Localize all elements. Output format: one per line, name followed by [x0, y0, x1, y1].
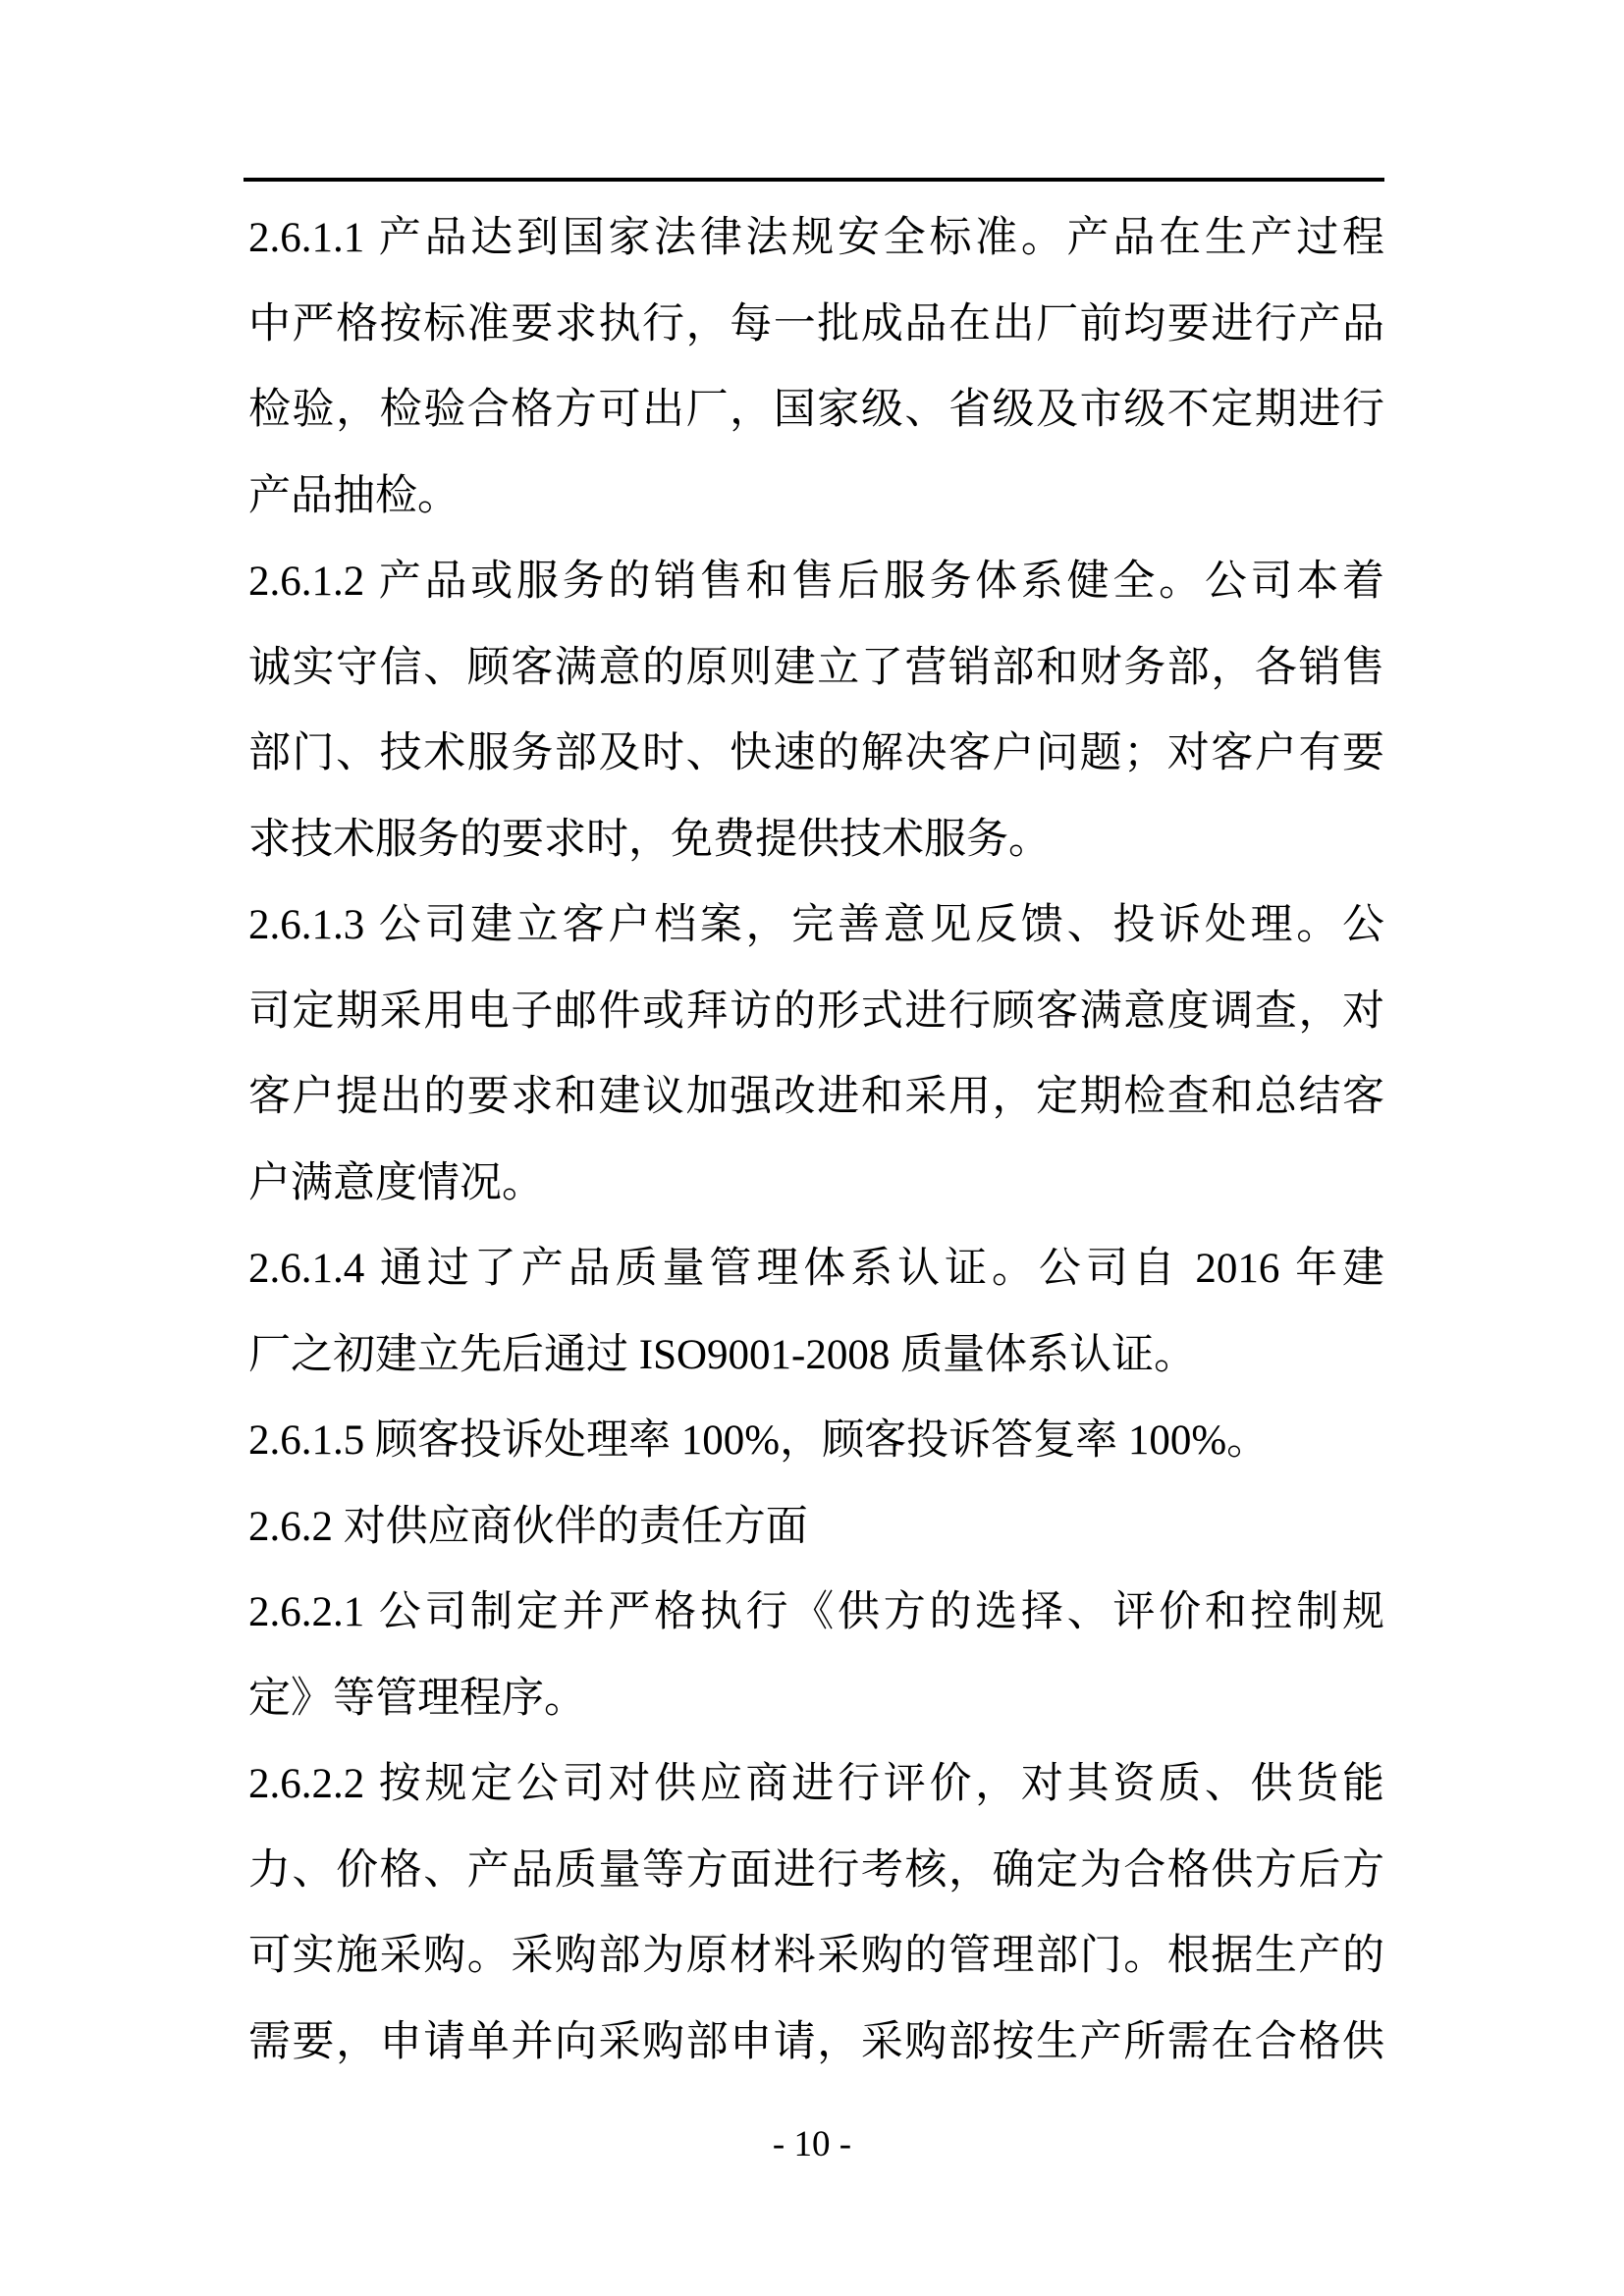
text-line: 检验，检验合格方可出厂，国家级、省级及市级不定期进行: [248, 387, 1384, 433]
text-line: 求技术服务的要求时，免费提供技术服务。: [248, 816, 1051, 863]
text-line: 中严格按标准要求执行，每一批成品在出厂前均要进行产品: [248, 300, 1384, 347]
text-line: 2.6.1.4 通过了产品质量管理体系认证。公司自 2016 年建: [248, 1246, 1384, 1292]
text-line: 2.6.1.2 产品或服务的销售和售后服务体系健全。公司本着: [248, 559, 1384, 605]
text-line: 2.6.2.1 公司制定并严格执行《供方的选择、评价和控制规: [248, 1589, 1384, 1635]
header-rule: [244, 178, 1384, 182]
text-line: 定》等管理程序。: [248, 1675, 586, 1722]
page-number: - 10 -: [772, 2124, 852, 2164]
text-line: 产品抽检。: [248, 472, 460, 519]
text-line: 需要，申请单并向采购部申请，采购部按生产所需在合格供: [248, 2018, 1384, 2065]
text-line: 厂之初建立先后通过 ISO9001-2008 质量体系认证。: [248, 1331, 1197, 1378]
text-line: 2.6.2 对供应商伙伴的责任方面: [248, 1503, 808, 1550]
text-line: 2.6.1.1 产品达到国家法律法规安全标准。产品在生产过程: [248, 215, 1384, 261]
text-line: 可实施采购。采购部为原材料采购的管理部门。根据生产的: [248, 1933, 1384, 1979]
text-line: 2.6.1.3 公司建立客户档案，完善意见反馈、投诉处理。公: [248, 902, 1384, 948]
document-body: [248, 195, 1384, 2085]
text-line: 2.6.2.2 按规定公司对供应商进行评价，对其资质、供货能: [248, 1761, 1384, 1807]
text-line: 户满意度情况。: [248, 1159, 544, 1206]
text-line: 客户提出的要求和建议加强改进和采用，定期检查和总结客: [248, 1074, 1384, 1120]
text-line: 2.6.1.5 顾客投诉处理率 100%，顾客投诉答复率 100%。: [248, 1417, 1270, 1464]
text-line: 部门、技术服务部及时、快速的解决客户问题；对客户有要: [248, 730, 1384, 776]
text-line: 力、价格、产品质量等方面进行考核，确定为合格供方后方: [248, 1846, 1384, 1894]
text-line: 司定期采用电子邮件或拜访的形式进行顾客满意度调查，对: [248, 988, 1384, 1035]
text-line: 诚实守信、顾客满意的原则建立了营销部和财务部，各销售: [248, 644, 1384, 691]
